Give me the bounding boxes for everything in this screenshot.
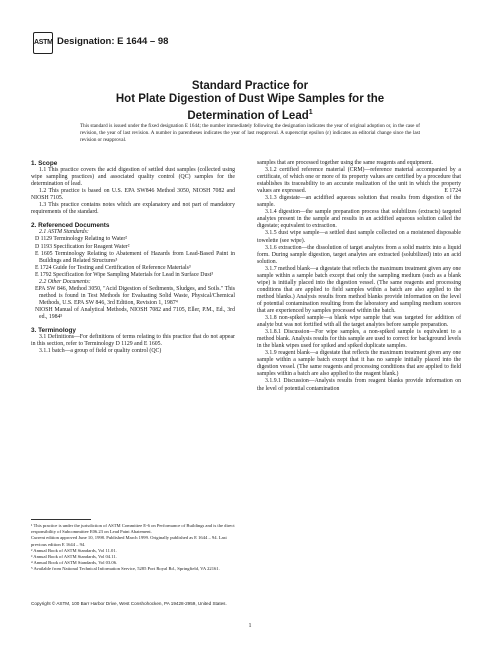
para-3-1-5: 3.1.5 dust wipe sample—a settled dust sample collected on a moistened disposable towelette (see wipe). — [257, 230, 461, 244]
footnote-2: ² Annual Book of ASTM Standards, Vol 11.01. — [31, 547, 117, 553]
title-line-1: Standard Practice for — [191, 80, 309, 92]
para-1-3: 1.3 This practice contains notes which are explanatory and not part of mandatory requirements of the standard. — [31, 202, 235, 216]
reference-niosh-manual: NIOSH Manual of Analytical Methods, NIOSH 7082 and 7105, Eller, P.M., Ed., 3rd ed., 1984⁵ — [35, 306, 235, 320]
para-3-1-2-ref: E 1724 — [444, 188, 461, 195]
para-3-1-3: 3.1.3 digestate—an acidified aqueous solution that results from digestion of the sample. — [257, 195, 461, 209]
reference-e1724: E 1724 Guide for Testing and Certification of Reference Materials³ — [35, 264, 191, 271]
footnote-1-edition: Current edition approved June 10, 1998. Published March 1999. Originally published as E 1644 – 94. Last previous edition E 1644 – 94. — [31, 535, 227, 547]
footnotes — [31, 519, 235, 573]
para-3-1-8-1: 3.1.8.1 Discussion—For wipe samples, a non-spiked sample is equivalent to a method blank. Analysis results for this sample are used to correct for background levels in the blank wipes used for spiked and spiked duplicate samples. — [257, 329, 461, 350]
title-text: Determination of Lead — [187, 109, 309, 122]
footnote-3: ³ Annual Book of ASTM Standards, Vol 04.11. — [31, 554, 117, 560]
section-scope-heading: 1. Scope — [31, 160, 58, 167]
footnote-rule — [31, 519, 91, 520]
footnote-5: ⁵ Available from National Technical Information Service, 5285 Port Royal Rd., Springfield, VA 22161. — [31, 566, 220, 572]
para-3-1-9-1: 3.1.9.1 Discussion—Analysis results from reagent blanks provide information on the level of potential contamination — [257, 378, 461, 392]
title-line-3 — [0, 106, 500, 123]
title-footnote-mark: 1 — [308, 109, 313, 116]
section-terminology-heading: 3. Terminology — [31, 327, 76, 335]
title-line-2: Hot Plate Digestion of Dust Wipe Samples for the — [115, 93, 385, 105]
left-column — [31, 160, 235, 355]
para-3-1-9: 3.1.9 reagent blank—a digestate that reflects the maximum treatment given any one sample within a sample batch except that it has no sample initially placed into the digestion vessel. (The same reagents and processing conditions that are applied to field samples within a batch are also applied to the reagent blank.) — [257, 350, 461, 378]
page-number: 1 — [248, 623, 252, 629]
designation: Designation: E 1644 – 98 — [57, 36, 169, 47]
para-3-1-8: 3.1.8 non-spiked sample—a blank wipe sample that was targeted for addition of analyte but was not fortified with all the target analytes before sample preparation. — [257, 315, 461, 329]
astm-logo: ASTM — [33, 32, 53, 54]
para-3-1-1: 3.1.1 batch—a group of field or quality control (QC) — [39, 348, 162, 355]
para-3-1-6: 3.1.6 extraction—the dissolution of target analytes from a solid matrix into a liquid form. During sample digestion, target analytes are extracted (solubilized) into an acid solution. — [257, 244, 461, 265]
para-2-2: 2.2 Other Documents: — [39, 278, 91, 285]
copyright-line: Copyright © ASTM, 100 Barr Harbor Drive, West Conshohocken, PA 19428-2959, United States. — [31, 601, 227, 606]
para-3-1-7: 3.1.7 method blank—a digestate that reflects the maximum treatment given any one sample within a sample batch except that only the sampling medium (such as a blank wipe) is initially placed into the digestion vessel. (The same reagents and processing conditions that are applied to field samples within a batch are also applied to the method blanks.) Analysis results from method blanks provide information on the level of potential contamination resulting from the laboratory and sampling medium sources that are experienced by samples processed within the batch. — [257, 265, 461, 314]
section-referenced-documents-heading: 2. Referenced Documents — [31, 222, 110, 230]
right-column — [257, 160, 461, 393]
reference-epa-sw846: EPA SW 846, Method 3050, "Acid Digestion of Sediments, Sludges, and Soils." This method is found in Test Methods for Evaluating Solid Waste, Physical/Chemical Methods, U.S. EPA SW 846, 3rd Edition, Revision 1, 1987⁴ — [35, 285, 235, 306]
footnote-1: ¹ This practice is under the jurisdiction of ASTM Committee E-6 on Performance of Buildings and is the direct responsibility of Subcommittee E06.23 on Lead Paint Abatement. — [31, 523, 235, 535]
footnote-4: ⁴ Annual Book of ASTM Standards, Vol 03.06. — [31, 560, 118, 566]
reference-e1792: E 1792 Specification for Wipe Sampling Materials for Lead in Surface Dust³ — [35, 271, 213, 278]
issuance-note: This standard is issued under the fixed designation E 1644; the number immediately following the designation indicates the year of original adoption or, in the case of revision, the year of last revision. A number in parentheses indicates the year of last reapproval. A superscript epsilon (ε) indicates an editorial change since the last revision or reapproval. — [80, 123, 420, 143]
para-3-1-4: 3.1.4 digestion—the sample preparation process that solubilizes (extracts) targeted analytes present in the sample and results in an acidified aqueous solution called the digestate; equivalent to extraction. — [257, 209, 461, 230]
para-3-1-2 — [257, 167, 461, 195]
reference-d1193: D 1193 Specification for Reagent Water² — [35, 243, 130, 250]
reference-d1129: D 1129 Terminology Relating to Water² — [35, 236, 128, 243]
para-1-2: 1.2 This practice is based on U.S. EPA SW846 Method 3050, NIOSH 7082 and NIOSH 7105. — [31, 188, 235, 202]
para-batch-continued: samples that are processed together using the same reagents and equipment. — [257, 160, 433, 166]
para-1-1: 1.1 This practice covers the acid digestion of settled dust samples (collected using wipe sampling practices) and associated quality control (QC) samples for the determination of lead. — [31, 167, 235, 188]
para-3-1-2-text: 3.1.2 certified reference material (CRM)—reference material accompanied by a certificate, of which one or more of its property values are certified by a procedure that establishes its traceability to an accurate realization of the unit in which the property values are expressed. — [257, 167, 461, 195]
reference-e1605: E 1605 Terminology Relating to Abatement of Hazards from Lead-Based Paint in Buildings and Related Structures³ — [35, 250, 235, 264]
para-3-1: 3.1 Definitions—For definitions of terms relating to this practice that do not appear in this section, refer to Terminology D 1129 and E 1605. — [31, 334, 235, 348]
para-2-1: 2.1 ASTM Standards: — [39, 229, 89, 236]
